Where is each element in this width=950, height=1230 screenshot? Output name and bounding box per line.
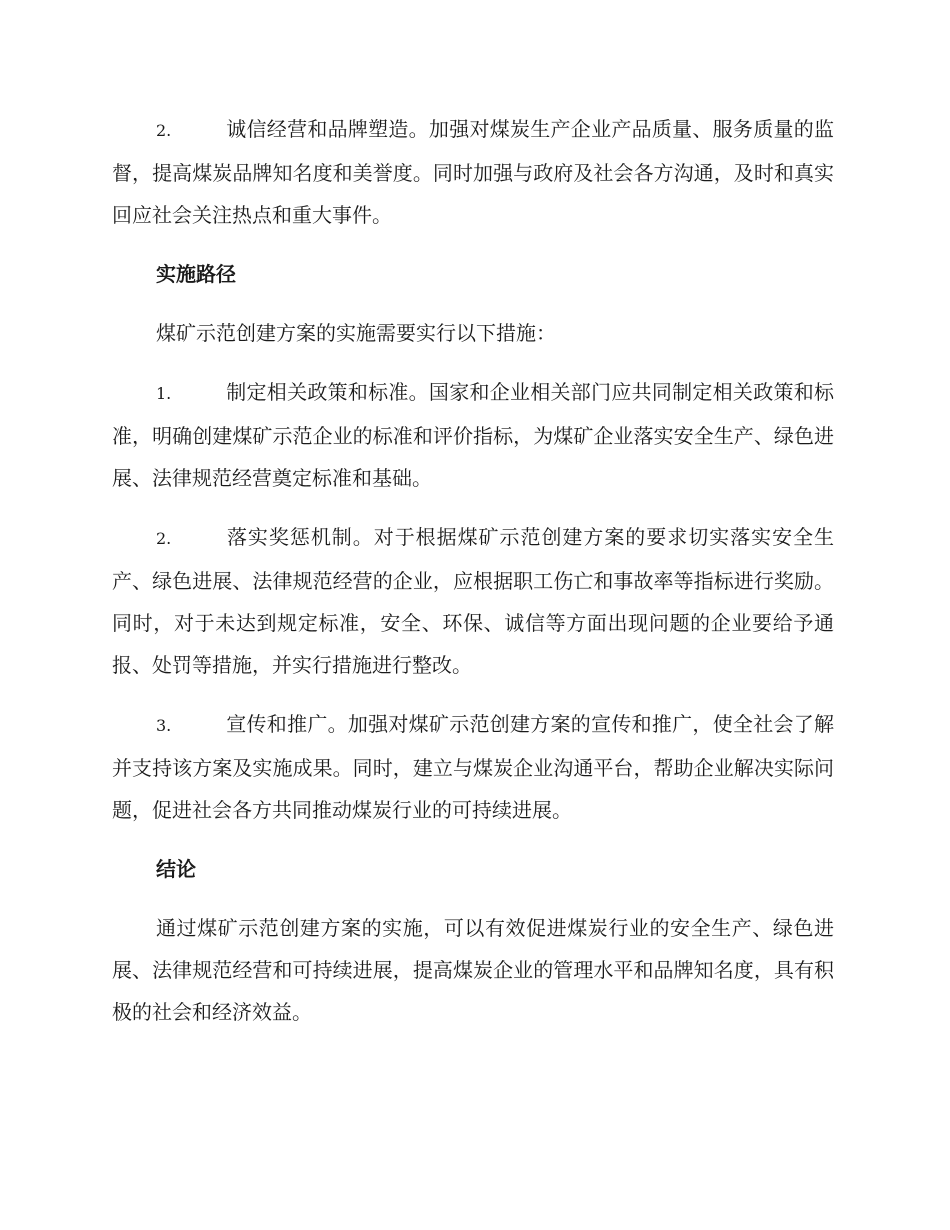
list-item-text: 落实奖惩机制。对于根据煤矿示范创建方案的要求切实落实安全生产、绿色进展、法律规范经营的企业，应根据职工伤亡和事故率等指标进行奖励。同时，对于未达到规定标准，安全、环保、诚信等方面出现问题的企业要给予通报、处罚等措施，并实行措施进行整改。: [112, 525, 834, 677]
document-page: [112, 108, 834, 1050]
list-number: 3.: [156, 716, 172, 735]
list-item: [112, 371, 834, 499]
list-item-text: 诚信经营和品牌塑造。加强对煤炭生产企业产品质量、服务质量的监督，提高煤炭品牌知名度和美誉度。同时加强与政府及社会各方沟通，及时和真实回应社会关注热点和重大事件。: [112, 117, 834, 227]
list-item: [112, 703, 834, 831]
paragraph: 通过煤矿示范创建方案的实施，可以有效促进煤炭行业的安全生产、绿色进展、法律规范经营和可持续进展，提高煤炭企业的管理水平和品牌知名度，具有积极的社会和经济效益。: [112, 916, 834, 1024]
section-heading: 结论: [156, 857, 196, 881]
list-item-text: 宣传和推广。加强对煤矿示范创建方案的宣传和推广，使全社会了解并支持该方案及实施成果。同时，建立与煤炭企业沟通平台，帮助企业解决实际问题，促进社会各方共同推动煤炭行业的可持续进展。: [112, 712, 834, 822]
list-number: 2.: [156, 529, 172, 548]
list-item-text: 制定相关政策和标准。国家和企业相关部门应共同制定相关政策和标准，明确创建煤矿示范企业的标准和评价指标，为煤矿企业落实安全生产、绿色进展、法律规范经营奠定标准和基础。: [112, 380, 834, 490]
list-number: 2.: [156, 121, 172, 140]
section-heading: 实施路径: [156, 262, 236, 286]
list-number: 1.: [156, 384, 172, 403]
paragraph: 煤矿示范创建方案的实施需要实行以下措施：: [156, 321, 556, 345]
list-item: [112, 516, 834, 686]
list-item: [112, 108, 834, 236]
